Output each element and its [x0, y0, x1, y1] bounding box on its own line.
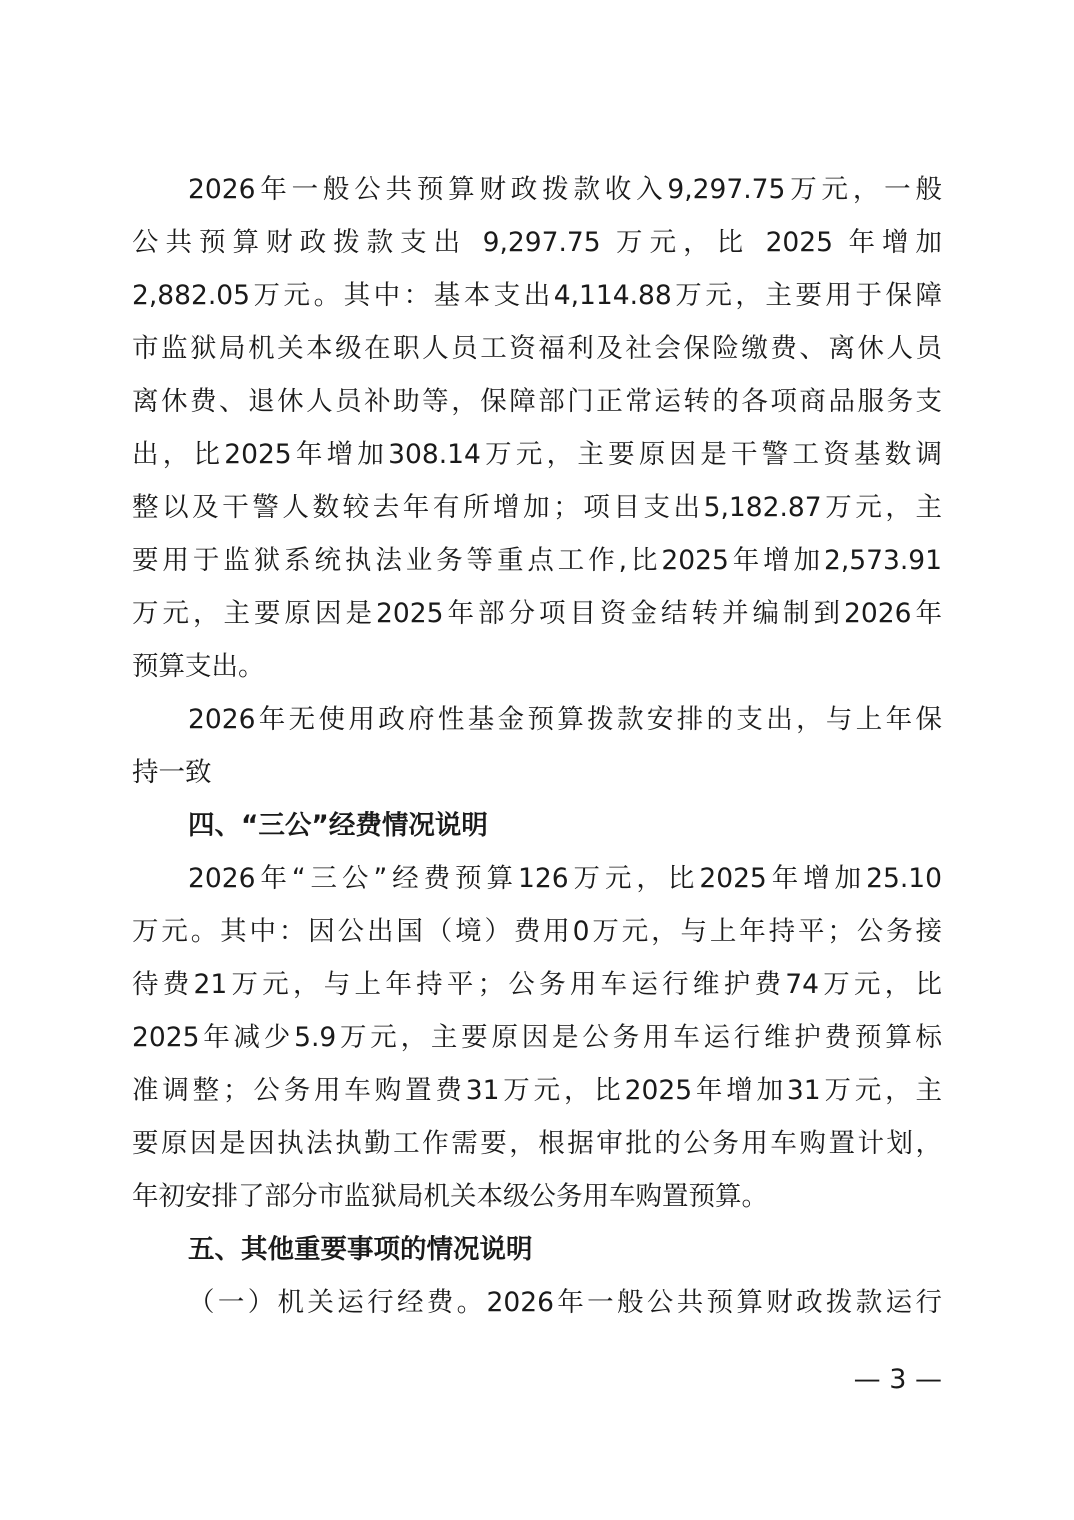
- text-line: 2026年无使用政府性基金预算拨款安排的支出，与上年保: [188, 704, 942, 735]
- text-line: 2025年减少5.9万元，主要原因是公务用车运行维护费预算标: [132, 1022, 942, 1053]
- text-line: 万元，主要原因是2025年部分项目资金结转并编制到2026年: [132, 598, 942, 629]
- text-line: 预算支出。: [132, 651, 265, 682]
- text-line: 持一致: [132, 757, 212, 788]
- text-line: 要用于监狱系统执法业务等重点工作,比2025年增加2,573.91: [132, 545, 942, 576]
- page-number: — 3 —: [853, 1364, 942, 1395]
- text-line: 待费21万元，与上年持平；公务用车运行维护费74万元，比: [132, 969, 942, 1000]
- text-line: 年初安排了部分市监狱局机关本级公务用车购置预算。: [132, 1181, 768, 1212]
- text-line: 2026年一般公共预算财政拨款收入9,297.75万元，一般: [188, 174, 942, 205]
- text-line: 2026年“三公”经费预算126万元，比2025年增加25.10: [188, 863, 942, 894]
- text-line: 要原因是因执法执勤工作需要，根据审批的公务用车购置计划，: [132, 1128, 942, 1159]
- text-line: 公共预算财政拨款支出 9,297.75 万元，比 2025 年增加: [132, 227, 942, 258]
- section-heading: 五、其他重要事项的情况说明: [188, 1234, 533, 1265]
- text-line: 万元。其中：因公出国（境）费用0万元，与上年持平；公务接: [132, 916, 942, 947]
- text-line: （一）机关运行经费。2026年一般公共预算财政拨款运行: [188, 1287, 942, 1318]
- section-heading: 四、“三公”经费情况说明: [188, 810, 488, 841]
- text-line: 整以及干警人数较去年有所增加；项目支出5,182.87万元，主: [132, 492, 942, 523]
- text-line: 2,882.05万元。其中：基本支出4,114.88万元，主要用于保障: [132, 280, 942, 311]
- text-line: 市监狱局机关本级在职人员工资福利及社会保险缴费、离休人员: [132, 333, 942, 364]
- text-line: 离休费、退休人员补助等，保障部门正常运转的各项商品服务支: [132, 386, 942, 417]
- text-line: 准调整；公务用车购置费31万元，比2025年增加31万元，主: [132, 1075, 942, 1106]
- text-line: 出，比2025年增加308.14万元，主要原因是干警工资基数调: [132, 439, 942, 470]
